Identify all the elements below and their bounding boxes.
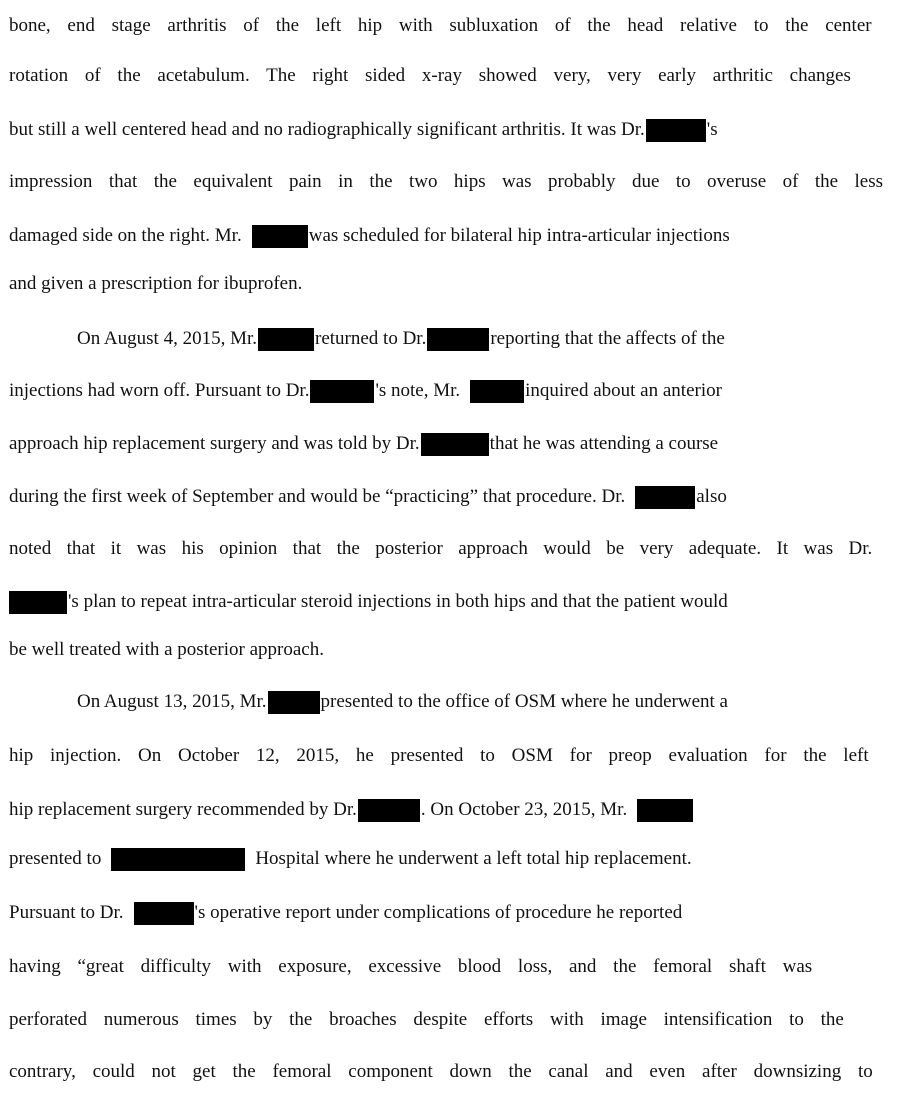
- line-text: be well treated with a posterior approach.: [9, 639, 324, 660]
- line-text: perforated numerous times by the broaches despite efforts with image intensification to the: [9, 1009, 844, 1030]
- line-text: also: [696, 486, 727, 507]
- text-line: [9, 62, 883, 90]
- line-text: Hospital where he underwent a left total hip replacement.: [255, 848, 692, 869]
- line-text: presented to the office of OSM where he underwent a: [320, 691, 728, 712]
- line-text: during the first week of September and would be “practicing” that procedure. Dr.: [9, 486, 626, 507]
- redaction-box: [358, 799, 420, 822]
- line-text: hip injection. On October 12, 2015, he presented to OSM for preop evaluation for the left: [9, 745, 869, 766]
- redaction-box: [421, 433, 489, 456]
- text-line: [9, 12, 883, 40]
- text-line: [77, 688, 883, 716]
- line-text: contrary, could not get the femoral component down the canal and even after downsizing to: [9, 1061, 873, 1082]
- line-text: 's plan to repeat intra-articular steroid injections in both hips and that the patient would: [68, 591, 728, 612]
- line-text: rotation of the acetabulum. The right sided x-ray showed very, very early arthritic changes: [9, 65, 851, 86]
- line-text: 's: [706, 119, 718, 140]
- line-text: On August 13, 2015, Mr.: [77, 691, 267, 712]
- redaction-box: [637, 799, 693, 822]
- redaction-box: [9, 591, 67, 614]
- text-line: [9, 742, 883, 770]
- line-text: . On October 23, 2015, Mr.: [420, 799, 628, 820]
- redaction-box: [258, 328, 314, 351]
- text-line: [9, 953, 883, 981]
- line-text: bone, end stage arthritis of the left hip with subluxation of the head relative to the center: [9, 15, 872, 36]
- line-text: On August 4, 2015, Mr.: [77, 328, 257, 349]
- line-text: having “great difficulty with exposure, excessive blood loss, and the femoral shaft was: [9, 956, 813, 977]
- text-line: [9, 222, 883, 250]
- text-line: [9, 535, 883, 563]
- redaction-box: [310, 380, 374, 403]
- text-line: [9, 430, 883, 458]
- line-text: impression that the equivalent pain in the two hips was probably due to overuse of the less: [9, 171, 883, 192]
- text-line: [9, 1058, 883, 1086]
- line-text: and given a prescription for ibuprofen.: [9, 273, 303, 294]
- redaction-box: [635, 486, 695, 509]
- line-text: was scheduled for bilateral hip intra-articular injections: [308, 225, 730, 246]
- line-text: damaged side on the right. Mr.: [9, 225, 242, 246]
- text-line: [9, 588, 883, 616]
- text-line: [9, 168, 883, 196]
- line-text: noted that it was his opinion that the posterior approach would be very adequate. It was Dr.: [9, 538, 873, 559]
- redaction-box: [646, 119, 706, 142]
- line-text: 's operative report under complications of procedure he reported: [194, 902, 683, 923]
- line-text: Pursuant to Dr.: [9, 902, 124, 923]
- line-text: hip replacement surgery recommended by Dr.: [9, 799, 357, 820]
- line-text: inquired about an anterior: [525, 380, 722, 401]
- redaction-box: [111, 848, 245, 871]
- text-line: [9, 796, 883, 824]
- redaction-box: [252, 225, 308, 248]
- line-text: reporting that the affects of the: [490, 328, 725, 349]
- text-line: [9, 1006, 883, 1034]
- redaction-box: [268, 691, 320, 714]
- text-line: [9, 270, 883, 298]
- line-text: but still a well centered head and no radiographically significant arthritis. It was Dr.: [9, 119, 645, 140]
- line-text: presented to: [9, 848, 102, 869]
- line-text: returned to Dr.: [315, 328, 427, 349]
- redaction-box: [427, 328, 489, 351]
- text-line: [77, 325, 883, 353]
- text-line: [9, 483, 883, 511]
- line-text: injections had worn off. Pursuant to Dr.: [9, 380, 310, 401]
- line-text: approach hip replacement surgery and was told by Dr.: [9, 433, 420, 454]
- line-text: 's note, Mr.: [375, 380, 461, 401]
- text-line: [9, 845, 883, 873]
- text-line: [9, 377, 883, 405]
- text-line: [9, 899, 883, 927]
- text-line: [9, 636, 883, 664]
- line-text: that he was attending a course: [489, 433, 719, 454]
- text-line: [9, 116, 883, 144]
- redaction-box: [470, 380, 524, 403]
- redaction-box: [134, 902, 194, 925]
